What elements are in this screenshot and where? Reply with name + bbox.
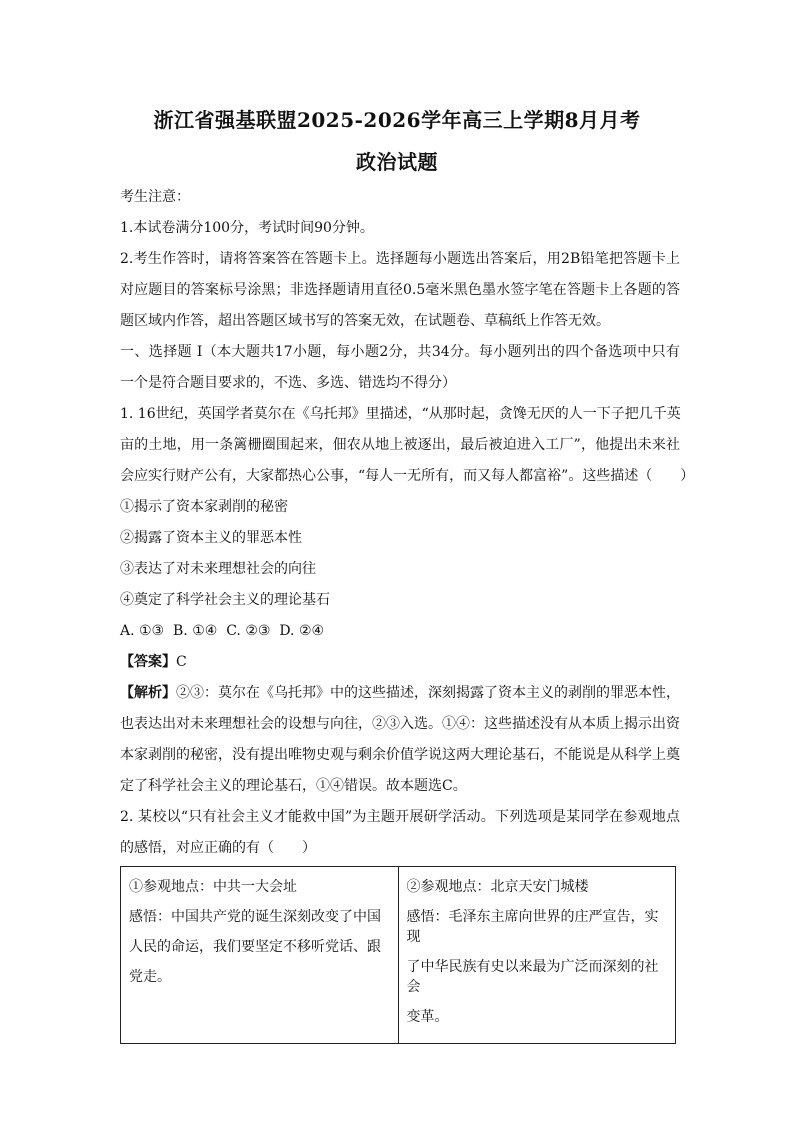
question-2-stem-line-1: 2. 某校以“只有社会主义才能救中国”为主题开展研学活动。下列选项是某同学在参观地点 — [120, 809, 680, 825]
question-1-answer — [120, 652, 680, 672]
table-cell-2 — [398, 867, 676, 1044]
question-1-statement-2: ②揭露了资本主义的罪恶本性 — [120, 530, 302, 546]
question-2-table — [120, 866, 676, 1044]
answer-label: 【答案】 — [120, 654, 176, 670]
cell-2-line-1: 感悟：毛泽东主席向世界的庄严宣告，实现 — [406, 909, 659, 945]
question-1-statement-4: ④奠定了科学社会主义的理论基石 — [120, 592, 330, 608]
table-row — [121, 867, 676, 1044]
question-1-analysis-line-2: 也表达出对未来理想社会的设想与向往，②③入选。①④：这些描述没有从本质上揭示出资 — [120, 716, 680, 732]
notice-heading: 考生注意： — [120, 189, 190, 205]
question-1-stem-line-3: 会应实行财产公有，大家都热心公事，“每人一无所有，而又每人都富裕”。这些描述（ ） — [120, 468, 695, 484]
question-1-stem-line-2: 亩的土地，用一条篱栅圈围起来，佃农从地上被逐出，最后被迫进入工厂”，他提出未来社 — [120, 437, 680, 453]
cell-1-line-1: 感悟：中国共产党的诞生深刻改变了中国 — [129, 909, 381, 925]
question-1-choices: A. ①③ B. ①④ C. ②③ D. ②④ — [120, 623, 325, 639]
question-1-statement-1: ①揭示了资本家剥削的秘密 — [120, 499, 288, 515]
table-cell-1 — [121, 867, 399, 1044]
analysis-text-1: ②③：莫尔在《乌托邦》中的这些描述，深刻揭露了资本主义的剥削的罪恶本性， — [176, 685, 680, 701]
cell-2-site: ②参观地点：北京天安门城楼 — [406, 879, 589, 895]
cell-1-site: ①参观地点：中共一大会址 — [129, 879, 297, 895]
question-1-analysis-line-4: 定了科学社会主义的理论基石，①④错误。故本题选C。 — [120, 778, 467, 794]
cell-2-line-3: 变革。 — [406, 1009, 449, 1025]
notice-item-2-line-3: 题区域内作答，超出答题区域书写的答案无效，在试题卷、草稿纸上作答无效。 — [120, 313, 610, 329]
question-1-analysis-line-1 — [120, 683, 680, 703]
analysis-label: 【解析】 — [120, 685, 176, 701]
notice-item-2-line-1: 2.考生作答时，请将答案答在答题卡上。选择题每小题选出答案后，用2B铅笔把答题卡上 — [120, 251, 680, 267]
notice-item-2-line-2: 对应题目的答案标号涂黑；非选择题请用直径0.5毫米黑色墨水签字笔在答题卡上各题的答 — [120, 282, 680, 298]
question-1-stem-line-1: 1. 16世纪，英国学者莫尔在《乌托邦》里描述，“从那时起，贪馋无厌的人一下子把几千英 — [120, 406, 681, 422]
cell-2-line-2: 了中华民族有史以来最为广泛而深刻的社会 — [406, 959, 659, 995]
question-1-statement-3: ③表达了对未来理想社会的向往 — [120, 561, 316, 577]
answer-value: C — [176, 654, 187, 670]
question-1-analysis-line-3: 本家剥削的秘密，没有提出唯物史观与剩余价值学说这两大理论基石，不能说是从科学上奠 — [120, 747, 680, 763]
exam-title: 浙江省强基联盟2025-2026学年高三上学期8月月考 — [153, 108, 641, 132]
section-heading-line-2: 一个是符合题目要求的，不选、多选、错选均不得分） — [120, 375, 456, 391]
notice-item-1: 1.本试卷满分100分，考试时间90分钟。 — [120, 220, 374, 236]
cell-1-line-3: 党走。 — [129, 969, 171, 985]
section-heading-line-1: 一、选择题 I（本大题共17小题，每小题2分，共34分。每小题列出的四个备选项中只有 — [120, 344, 680, 360]
exam-subject: 政治试题 — [356, 150, 438, 174]
cell-1-line-2: 人民的命运，我们要坚定不移听党话、跟 — [129, 939, 381, 955]
question-2-stem-line-2: 的感悟，对应正确的有（ ） — [120, 840, 316, 856]
